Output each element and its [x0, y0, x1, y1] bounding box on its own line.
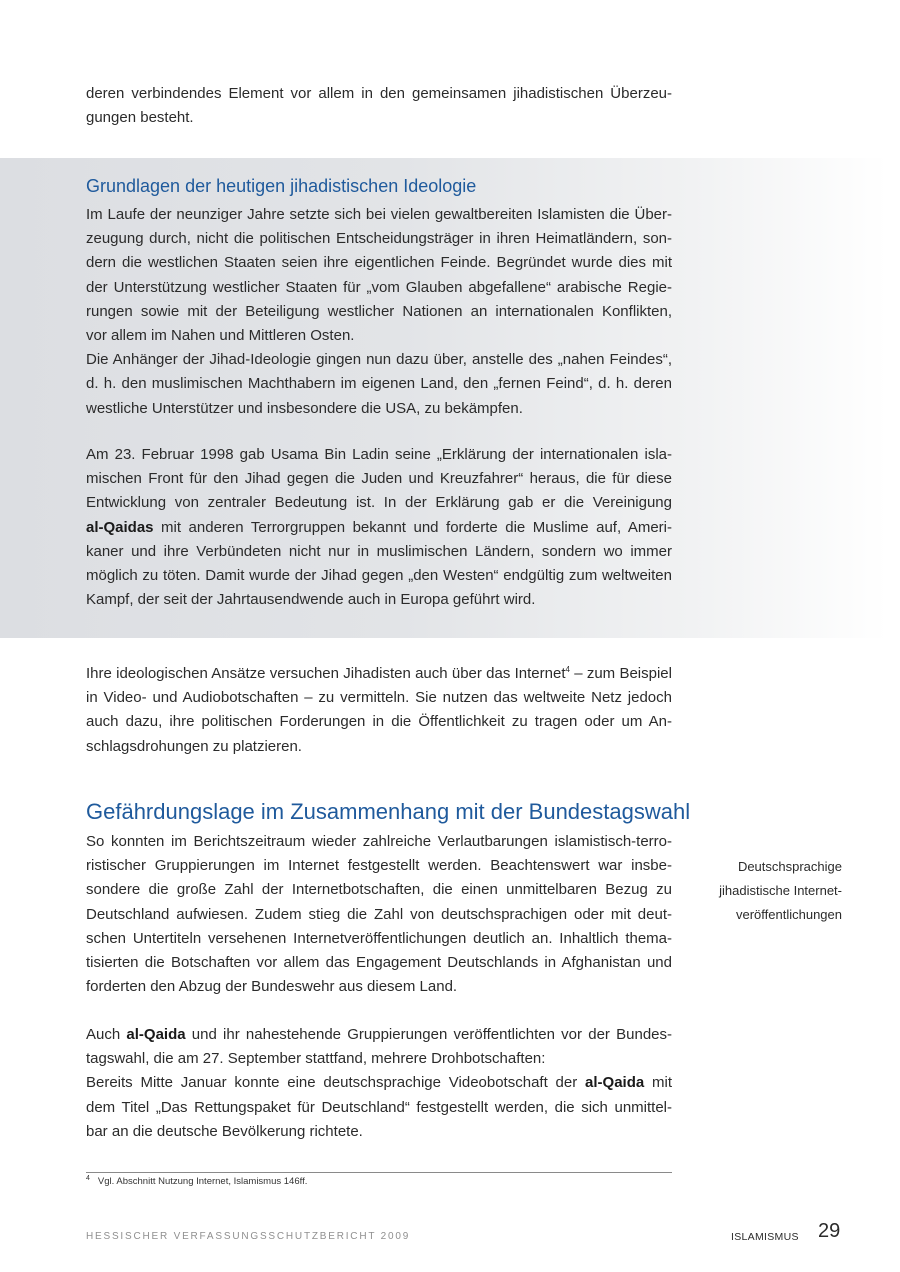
- section-line: sondere die große Zahl der Internetbotschaften, die einen unmittelbaren Bezug zu: [86, 881, 672, 899]
- box-heading: Grundlagen der heutigen jihadistischen Ideologie: [86, 176, 477, 196]
- section-line: forderten den Abzug der Bundeswehr aus diesem Land.: [86, 978, 458, 996]
- margin-note-line: jihadistische Internet-: [719, 883, 842, 898]
- section-line: bar an die deutsche Bevölkerung richtete.: [86, 1122, 363, 1140]
- box-line: Im Laufe der neunziger Jahre setzte sich bei vielen gewaltbereiten Islamisten die Über-: [86, 206, 672, 223]
- section-text: mit: [644, 1074, 672, 1092]
- section-line: tisierten die Botschaften vor allem das Engagement Deutschlands in Afghanistan und: [86, 954, 672, 972]
- internet-line: schlagsdrohungen zu platzieren.: [86, 737, 302, 755]
- box-line: Entwicklung von zentraler Bedeutung ist. In der Erklärung gab er die Vereinigung: [86, 494, 672, 512]
- internet-line: [86, 662, 672, 686]
- box-line: vor allem im Nahen und Mittleren Osten.: [86, 327, 355, 345]
- intro-line: gungen besteht.: [86, 109, 194, 127]
- section-text: Bereits Mitte Januar konnte eine deutschsprachige Videobotschaft der: [86, 1074, 586, 1092]
- internet-text: Ihre ideologischen Ansätze versuchen Jihadisten auch über das Internet: [86, 665, 566, 682]
- al-qaidas-bold: al-Qaidas: [86, 518, 154, 536]
- box-line: Kampf, der seit der Jahrtausendwende auch in Europa geführt wird.: [86, 591, 536, 609]
- box-line: westliche Unterstützer und insbesondere die USA, zu bekämpfen.: [86, 399, 523, 417]
- margin-note-line: Deutschsprachige: [737, 859, 842, 874]
- box-line: Am 23. Februar 1998 gab Usama Bin Ladin seine „Erklärung der internationalen isla-: [86, 446, 672, 463]
- section-line: ristischer Gruppierungen im Internet festgestellt werden. Beachtenswert war insbe-: [86, 857, 672, 875]
- section-text: Auch: [86, 1026, 127, 1043]
- page-number: 29: [818, 1220, 841, 1242]
- footnote-text: Vgl. Abschnitt Nutzung Internet, Islamismus 146ff.: [97, 1176, 308, 1188]
- box-paragraph-2: [86, 443, 672, 612]
- section-line: So konnten im Berichtszeitraum wieder zahlreiche Verlautbarungen islamistisch-terro-: [86, 833, 672, 850]
- box-line: zeugung durch, nicht die politischen Entscheidungsträger in ihren Heimatländern, son-: [86, 230, 672, 248]
- box-line: dern die westlichen Staaten seien ihre eigentlichen Feinde. Begründet wurde dies mit: [86, 254, 672, 272]
- box-line: möglich zu töten. Damit wurde der Jihad gegen „den Westen“ endgültig zum weltweiten: [86, 567, 672, 585]
- section-heading: Gefährdungslage im Zusammenhang mit der Bundestagswahl: [86, 799, 691, 824]
- footnote-number: 4: [86, 1175, 90, 1182]
- internet-line: in Video- und Audiobotschaften – zu vermitteln. Sie nutzen das weltweite Netz jedoch: [86, 689, 672, 707]
- box-line: Die Anhänger der Jihad-Ideologie gingen nun dazu über, anstelle des „nahen Feindes“,: [86, 351, 672, 369]
- section-line: schen Untertiteln versehenen Internetveröffentlichungen deutlich an. Inhaltlich thema-: [86, 929, 672, 947]
- box-line: rungen sowie mit der Beteiligung westlicher Nationen an internationalen Konflikten,: [86, 302, 672, 320]
- internet-line: auch dazu, ihre politischen Forderungen in die Öffentlichkeit zu tragen oder um An-: [86, 713, 672, 731]
- box-paragraph-1: [86, 203, 672, 421]
- footnote: [86, 1175, 307, 1187]
- internet-text: – zum Beispiel: [569, 665, 672, 682]
- margin-note: [692, 855, 842, 927]
- footnote-divider: [86, 1172, 672, 1173]
- footer-section-name: ISLAMISMUS: [731, 1231, 799, 1243]
- intro-paragraph: [86, 82, 672, 130]
- box-line-text: mit anderen Terrorgruppen bekannt und forderte die Muslime auf, Ameri-: [153, 518, 672, 536]
- section-paragraph-1: [86, 830, 672, 999]
- box-line: kaner und ihre Verbündeten nicht nur in muslimischen Ländern, sondern wo immer: [86, 542, 672, 560]
- box-line: der Unterstützung westlicher Staaten für „vom Glauben abgefallene“ arabische Regie-: [86, 278, 672, 296]
- al-qaida-bold: al-Qaida: [126, 1026, 186, 1043]
- section-line: [86, 1023, 672, 1047]
- box-line: d. h. den muslimischen Machthabern im eigenen Land, den „fernen Feind“, d. h. deren: [86, 375, 672, 393]
- intro-line: deren verbindendes Element vor allem in den gemeinsamen jihadistischen Überzeu-: [86, 85, 672, 102]
- box-line: mischen Front für den Jihad gegen die Juden und Kreuzfahrer“ heraus, die für diese: [86, 470, 672, 488]
- internet-paragraph: [86, 662, 672, 759]
- section-line: dem Titel „Das Rettungspaket für Deutschland“ festgestellt werden, die sich unmittel-: [86, 1098, 672, 1116]
- footer-report-title: HESSISCHER VERFASSUNGSSCHUTZBERICHT 2009: [86, 1231, 411, 1242]
- section-line: Deutschland aufwiesen. Zudem stieg die Zahl von deutschsprachigen oder mit deut-: [86, 905, 672, 923]
- section-line: tagswahl, die am 27. September stattfand, mehrere Drohbotschaften:: [86, 1050, 546, 1068]
- section-line: [86, 1071, 672, 1095]
- box-line: [86, 516, 672, 540]
- margin-note-line: veröffentlichungen: [735, 907, 842, 922]
- section-paragraph-2: [86, 1023, 672, 1144]
- section-text: und ihr nahestehende Gruppierungen veröffentlichten vor der Bundes-: [185, 1026, 672, 1043]
- footnote-reference[interactable]: 4: [565, 665, 570, 674]
- al-qaida-bold: al-Qaida: [585, 1074, 645, 1092]
